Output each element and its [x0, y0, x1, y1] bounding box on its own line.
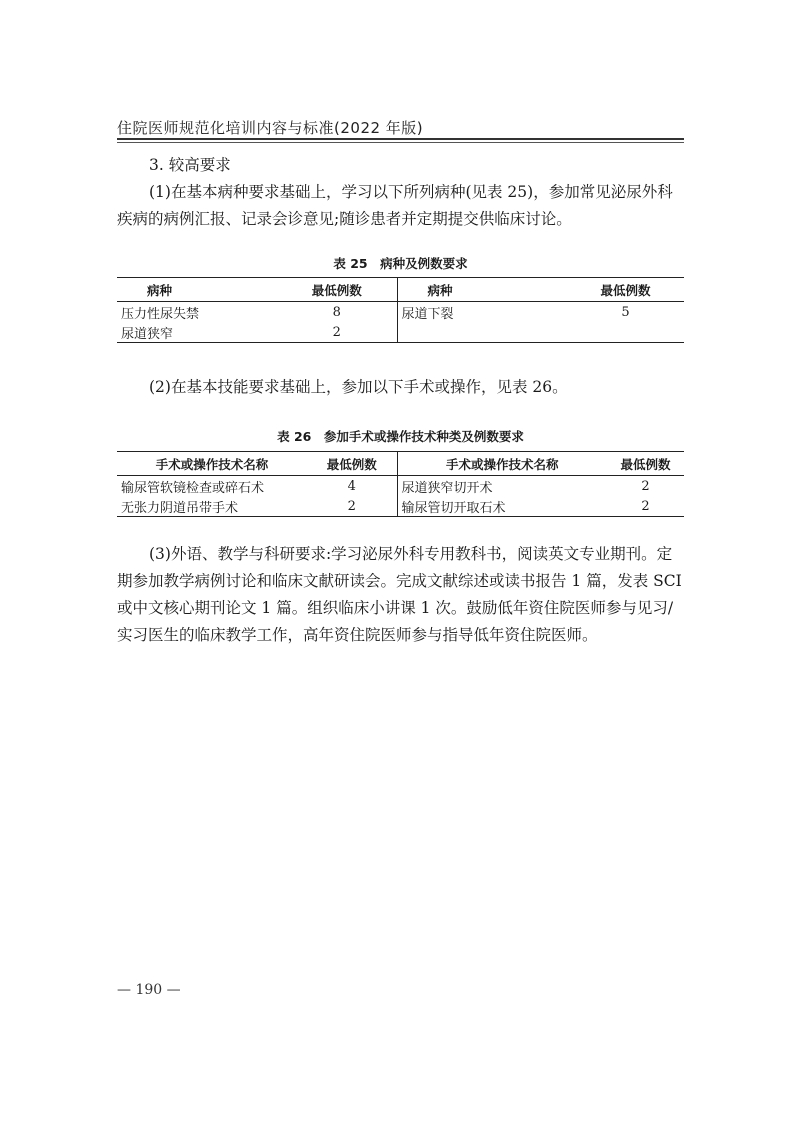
- column-header: 手术或操作技术名称: [445, 456, 559, 472]
- running-header: 住院医师规范化培训内容与标准(2022 年版): [117, 119, 424, 137]
- column-header: 手术或操作技术名称: [155, 456, 269, 472]
- table-cell: [397, 322, 567, 343]
- column-header: 最低例数: [600, 282, 651, 298]
- table-row: [117, 302, 684, 323]
- table-cell: 2: [641, 478, 650, 494]
- table-cell: 输尿管切开取石术: [401, 500, 506, 516]
- table-cell: 2: [641, 498, 650, 514]
- section-heading: 3. 较高要求: [149, 156, 231, 174]
- table-26-caption: 表 26 参加手术或操作技术种类及例数要求: [277, 429, 524, 444]
- column-header: 最低例数: [307, 452, 397, 476]
- table-25-caption: 表 25 病种及例数要求: [333, 256, 468, 271]
- header-rule-thick: [117, 138, 684, 140]
- paragraph-2: (2)在基本技能要求基础上，参加以下手术或操作，见表 26。: [149, 378, 568, 396]
- table-row: [117, 496, 684, 517]
- table-row: [117, 476, 684, 497]
- column-header: 最低例数: [620, 456, 671, 472]
- paragraph-3: (3)外语、教学与科研要求:学习泌尿外科专用教科书，阅读英文专业期刊。定期参加教学病例讨论和临床文献研读会。完成文献综述或读书报告 1 篇，发表 SCI 或中文核心期刊论文 1 篇。组织临床小讲课 1 次。鼓励低年资住院医师参与见习/实习医生的临床教学工作，高年资住院医师参与指导低年资住院医师。: [117, 545, 682, 644]
- table-cell: 2: [277, 322, 397, 343]
- table-cell: 尿道狭窄: [121, 326, 174, 342]
- column-header: 最低例数: [277, 278, 397, 302]
- table-cell: 5: [621, 304, 630, 320]
- column-header: 病种: [427, 282, 453, 298]
- table-header-row: [117, 278, 684, 302]
- table-cell: 尿道下裂: [401, 306, 454, 322]
- column-header: 病种: [147, 282, 173, 298]
- table-cell: 输尿管软镜检查或碎石术: [121, 480, 265, 496]
- table-cell: 无张力阴道吊带手术: [121, 500, 239, 516]
- table-row: [117, 322, 684, 343]
- table-cell: 压力性尿失禁: [121, 306, 200, 322]
- header-rule-thin: [117, 142, 684, 143]
- table-cell: 尿道狭窄切开术: [401, 480, 493, 496]
- paragraph-1: (1)在基本病种要求基础上，学习以下所列病种(见表 25)，参加常见泌尿外科疾病的病例汇报、记录会诊意见;随诊患者并定期提交供临床讨论。: [117, 183, 673, 228]
- table-26: [117, 451, 684, 517]
- table-cell: 8: [277, 302, 397, 323]
- page-number: — 190 —: [117, 982, 181, 998]
- table-25: [117, 277, 684, 343]
- table-cell: 4: [307, 476, 397, 497]
- table-cell: 2: [307, 496, 397, 517]
- table-cell: [567, 322, 684, 343]
- table-header-row: [117, 452, 684, 476]
